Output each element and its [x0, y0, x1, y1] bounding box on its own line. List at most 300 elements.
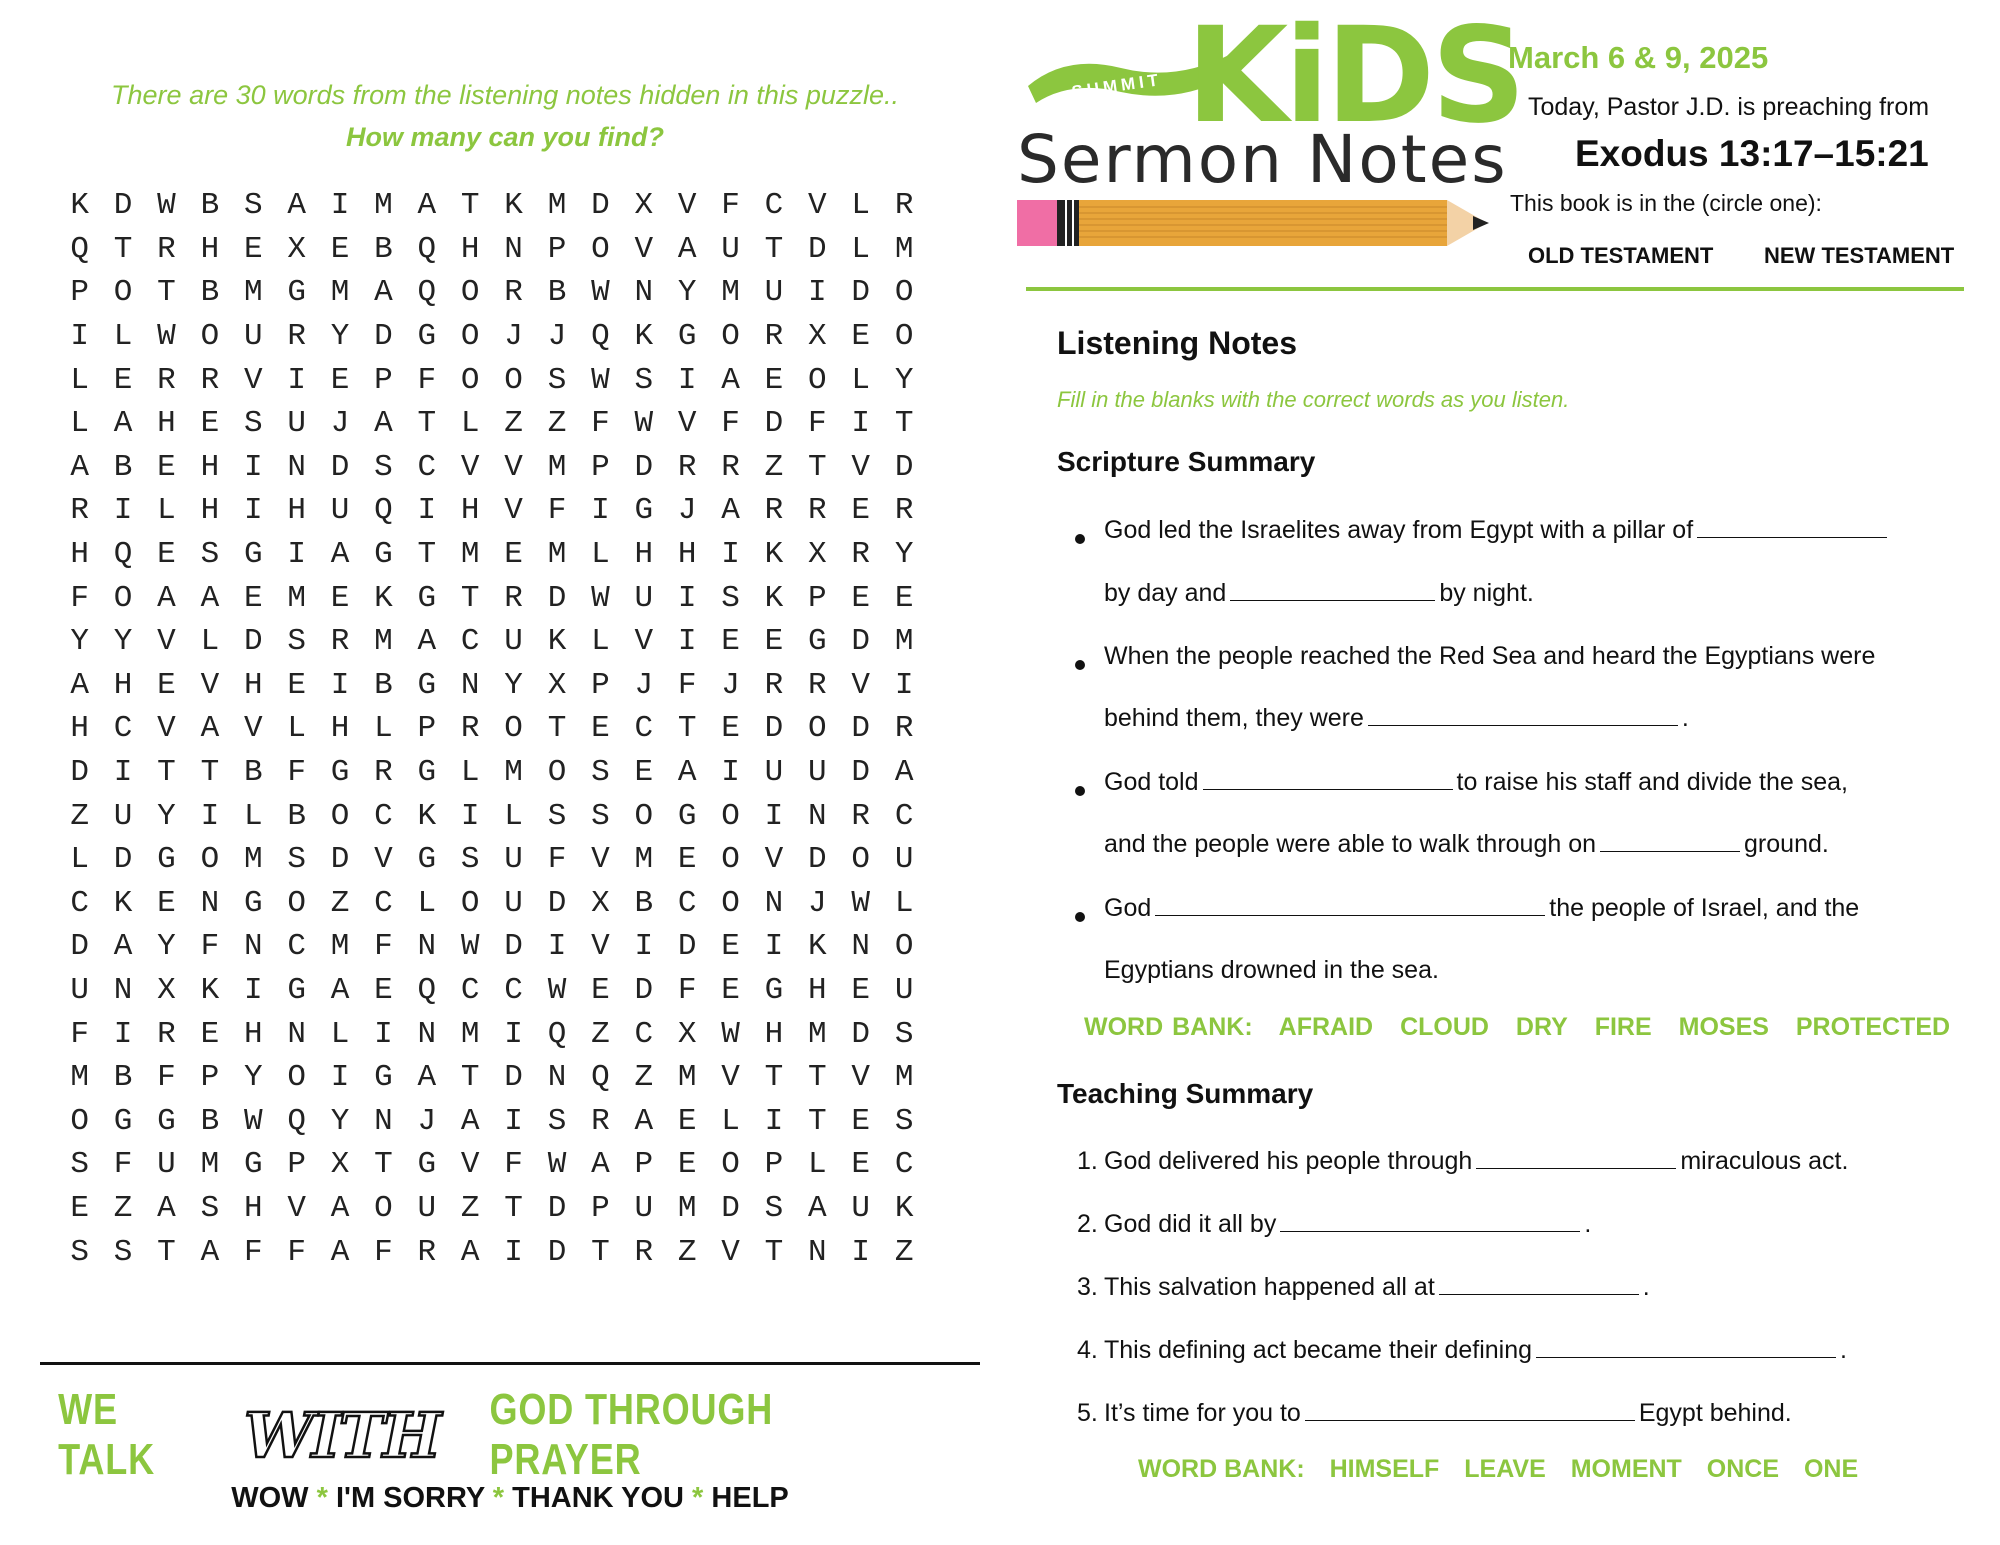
grid-letter[interactable]: G	[677, 798, 697, 834]
grid-letter[interactable]: U	[851, 1190, 871, 1226]
grid-letter[interactable]: E	[374, 972, 393, 1008]
blank-field[interactable]	[1439, 1274, 1639, 1295]
grid-letter[interactable]: N	[200, 885, 220, 921]
grid-letter[interactable]: A	[721, 362, 740, 398]
grid-letter[interactable]: M	[460, 1016, 480, 1052]
grid-letter[interactable]: D	[70, 929, 89, 965]
grid-letter[interactable]: R	[851, 537, 871, 573]
grid-letter[interactable]: I	[721, 755, 740, 791]
grid-letter[interactable]: Y	[70, 624, 89, 660]
grid-letter[interactable]: S	[287, 624, 306, 660]
grid-letter[interactable]: E	[330, 231, 350, 267]
grid-letter[interactable]: H	[677, 537, 697, 573]
grid-letter[interactable]: F	[287, 755, 306, 791]
grid-letter[interactable]: N	[504, 231, 523, 267]
grid-letter[interactable]: X	[634, 188, 654, 224]
grid-letter[interactable]: I	[591, 493, 610, 529]
grid-letter[interactable]: R	[200, 362, 220, 398]
grid-letter[interactable]: B	[634, 885, 654, 921]
grid-letter[interactable]: S	[591, 798, 610, 834]
grid-letter[interactable]: D	[851, 1016, 871, 1052]
grid-letter[interactable]: R	[591, 1103, 610, 1139]
grid-letter[interactable]: M	[200, 1147, 220, 1183]
grid-letter[interactable]: U	[504, 885, 523, 921]
grid-letter[interactable]: G	[287, 972, 306, 1008]
grid-letter[interactable]: D	[851, 755, 871, 791]
grid-letter[interactable]: X	[330, 1147, 350, 1183]
grid-letter[interactable]: T	[894, 406, 914, 442]
grid-letter[interactable]: D	[851, 275, 871, 311]
grid-letter[interactable]: M	[634, 842, 654, 878]
grid-letter[interactable]: M	[287, 580, 306, 616]
grid-letter[interactable]: Q	[417, 275, 437, 311]
grid-letter[interactable]: K	[200, 972, 220, 1008]
grid-letter[interactable]: S	[243, 188, 263, 224]
grid-letter[interactable]: I	[243, 972, 263, 1008]
grid-letter[interactable]: E	[721, 972, 740, 1008]
grid-letter[interactable]: H	[634, 537, 654, 573]
grid-letter[interactable]: T	[417, 406, 437, 442]
grid-letter[interactable]: O	[504, 711, 523, 747]
grid-letter[interactable]: I	[764, 929, 784, 965]
grid-letter[interactable]: F	[374, 1234, 393, 1270]
grid-letter[interactable]: Z	[330, 885, 350, 921]
grid-letter[interactable]: L	[113, 319, 133, 355]
grid-letter[interactable]: A	[157, 580, 176, 616]
grid-letter[interactable]: T	[460, 188, 480, 224]
grid-letter[interactable]: H	[287, 493, 306, 529]
grid-letter[interactable]: E	[851, 580, 871, 616]
grid-letter[interactable]: Q	[417, 231, 437, 267]
grid-letter[interactable]: G	[287, 275, 306, 311]
grid-letter[interactable]: W	[634, 406, 654, 442]
grid-letter[interactable]: Q	[113, 537, 133, 573]
grid-letter[interactable]: D	[243, 624, 263, 660]
grid-letter[interactable]: I	[547, 929, 567, 965]
grid-letter[interactable]: P	[417, 711, 437, 747]
grid-letter[interactable]: U	[634, 580, 654, 616]
grid-letter[interactable]: F	[677, 972, 697, 1008]
grid-letter[interactable]: H	[200, 231, 220, 267]
grid-letter[interactable]: N	[113, 972, 133, 1008]
grid-letter[interactable]: L	[287, 711, 306, 747]
grid-letter[interactable]: A	[330, 1234, 350, 1270]
grid-letter[interactable]: E	[894, 580, 914, 616]
grid-letter[interactable]: O	[113, 580, 133, 616]
grid-letter[interactable]: E	[677, 1147, 697, 1183]
grid-letter[interactable]: Z	[547, 406, 567, 442]
grid-letter[interactable]: O	[808, 711, 827, 747]
grid-letter[interactable]: R	[504, 275, 523, 311]
grid-letter[interactable]: N	[287, 1016, 306, 1052]
grid-letter[interactable]: O	[460, 319, 480, 355]
grid-letter[interactable]: Y	[243, 1060, 263, 1096]
grid-letter[interactable]: Y	[677, 275, 697, 311]
grid-letter[interactable]: A	[634, 1103, 654, 1139]
grid-letter[interactable]: L	[70, 406, 89, 442]
grid-letter[interactable]: W	[157, 188, 176, 224]
grid-letter[interactable]: O	[721, 842, 740, 878]
grid-letter[interactable]: A	[287, 188, 306, 224]
grid-letter[interactable]: V	[851, 667, 871, 703]
grid-letter[interactable]: T	[157, 275, 176, 311]
grid-letter[interactable]: F	[808, 406, 827, 442]
grid-letter[interactable]: L	[721, 1103, 740, 1139]
grid-letter[interactable]: Z	[460, 1190, 480, 1226]
grid-letter[interactable]: O	[460, 275, 480, 311]
grid-letter[interactable]: B	[113, 1060, 133, 1096]
grid-letter[interactable]: B	[374, 231, 393, 267]
grid-letter[interactable]: T	[113, 231, 133, 267]
grid-letter[interactable]: A	[417, 624, 437, 660]
grid-letter[interactable]: P	[547, 231, 567, 267]
grid-letter[interactable]: H	[70, 537, 89, 573]
grid-letter[interactable]: V	[243, 711, 263, 747]
grid-letter[interactable]: Z	[70, 798, 89, 834]
grid-letter[interactable]: R	[374, 755, 393, 791]
grid-letter[interactable]: K	[634, 319, 654, 355]
grid-letter[interactable]: M	[374, 188, 393, 224]
grid-letter[interactable]: V	[460, 449, 480, 485]
grid-letter[interactable]: E	[721, 929, 740, 965]
grid-letter[interactable]: T	[157, 755, 176, 791]
grid-letter[interactable]: H	[460, 493, 480, 529]
grid-letter[interactable]: O	[460, 885, 480, 921]
grid-letter[interactable]: U	[70, 972, 89, 1008]
grid-letter[interactable]: X	[808, 537, 827, 573]
grid-letter[interactable]: K	[417, 798, 437, 834]
grid-letter[interactable]: N	[547, 1060, 567, 1096]
grid-letter[interactable]: C	[634, 1016, 654, 1052]
grid-letter[interactable]: I	[504, 1103, 523, 1139]
grid-letter[interactable]: W	[547, 972, 567, 1008]
grid-letter[interactable]: U	[808, 755, 827, 791]
grid-letter[interactable]: S	[721, 580, 740, 616]
grid-letter[interactable]: I	[374, 1016, 393, 1052]
grid-letter[interactable]: X	[591, 885, 610, 921]
grid-letter[interactable]: M	[243, 842, 263, 878]
grid-letter[interactable]: Y	[894, 537, 914, 573]
grid-letter[interactable]: E	[677, 1103, 697, 1139]
grid-letter[interactable]: G	[113, 1103, 133, 1139]
grid-letter[interactable]: I	[851, 1234, 871, 1270]
grid-letter[interactable]: N	[417, 1016, 437, 1052]
grid-letter[interactable]: F	[243, 1234, 263, 1270]
grid-letter[interactable]: T	[591, 1234, 610, 1270]
grid-letter[interactable]: I	[504, 1016, 523, 1052]
grid-letter[interactable]: W	[547, 1147, 567, 1183]
grid-letter[interactable]: E	[677, 842, 697, 878]
grid-letter[interactable]: M	[330, 929, 350, 965]
blank-field[interactable]	[1305, 1400, 1635, 1421]
grid-letter[interactable]: T	[460, 1060, 480, 1096]
grid-letter[interactable]: I	[504, 1234, 523, 1270]
grid-letter[interactable]: E	[851, 1147, 871, 1183]
grid-letter[interactable]: C	[894, 1147, 914, 1183]
grid-letter[interactable]: U	[721, 231, 740, 267]
grid-letter[interactable]: R	[764, 319, 784, 355]
grid-letter[interactable]: T	[374, 1147, 393, 1183]
grid-letter[interactable]: O	[200, 842, 220, 878]
grid-letter[interactable]: O	[287, 885, 306, 921]
grid-letter[interactable]: N	[287, 449, 306, 485]
grid-letter[interactable]: O	[287, 1060, 306, 1096]
grid-letter[interactable]: L	[330, 1016, 350, 1052]
grid-letter[interactable]: M	[504, 755, 523, 791]
grid-letter[interactable]: A	[330, 1190, 350, 1226]
grid-letter[interactable]: R	[764, 493, 784, 529]
grid-letter[interactable]: A	[894, 755, 914, 791]
grid-letter[interactable]: D	[330, 449, 350, 485]
grid-letter[interactable]: G	[634, 493, 654, 529]
grid-letter[interactable]: U	[764, 275, 784, 311]
grid-letter[interactable]: E	[113, 362, 133, 398]
grid-letter[interactable]: D	[547, 1234, 567, 1270]
grid-letter[interactable]: I	[634, 929, 654, 965]
grid-letter[interactable]: P	[70, 275, 89, 311]
grid-letter[interactable]: B	[547, 275, 567, 311]
grid-letter[interactable]: V	[157, 624, 176, 660]
grid-letter[interactable]: T	[764, 1234, 784, 1270]
grid-letter[interactable]: H	[330, 711, 350, 747]
grid-letter[interactable]: T	[460, 580, 480, 616]
grid-letter[interactable]: E	[764, 362, 784, 398]
grid-letter[interactable]: M	[721, 275, 740, 311]
grid-letter[interactable]: R	[417, 1234, 437, 1270]
grid-letter[interactable]: I	[677, 362, 697, 398]
blank-field[interactable]	[1368, 705, 1678, 726]
grid-letter[interactable]: G	[417, 319, 437, 355]
grid-letter[interactable]: D	[547, 885, 567, 921]
grid-letter[interactable]: U	[417, 1190, 437, 1226]
grid-letter[interactable]: G	[417, 580, 437, 616]
grid-letter[interactable]: R	[504, 580, 523, 616]
grid-letter[interactable]: W	[157, 319, 176, 355]
grid-letter[interactable]: E	[157, 449, 176, 485]
grid-letter[interactable]: C	[894, 798, 914, 834]
grid-letter[interactable]: Z	[113, 1190, 133, 1226]
grid-letter[interactable]: J	[330, 406, 350, 442]
grid-letter[interactable]: G	[677, 319, 697, 355]
grid-letter[interactable]: W	[591, 580, 610, 616]
grid-letter[interactable]: A	[374, 406, 393, 442]
grid-letter[interactable]: J	[634, 667, 654, 703]
grid-letter[interactable]: S	[547, 362, 567, 398]
grid-letter[interactable]: Q	[591, 319, 610, 355]
grid-letter[interactable]: Z	[634, 1060, 654, 1096]
grid-letter[interactable]: E	[721, 624, 740, 660]
grid-letter[interactable]: M	[894, 624, 914, 660]
grid-letter[interactable]: A	[677, 755, 697, 791]
grid-letter[interactable]: M	[894, 1060, 914, 1096]
grid-letter[interactable]: M	[374, 624, 393, 660]
grid-letter[interactable]: U	[287, 406, 306, 442]
grid-letter[interactable]: L	[851, 188, 871, 224]
grid-letter[interactable]: V	[764, 842, 784, 878]
grid-letter[interactable]: R	[330, 624, 350, 660]
grid-letter[interactable]: G	[374, 1060, 393, 1096]
blank-field[interactable]	[1600, 831, 1740, 852]
grid-letter[interactable]: W	[721, 1016, 740, 1052]
grid-letter[interactable]: L	[200, 624, 220, 660]
grid-letter[interactable]: C	[417, 449, 437, 485]
grid-letter[interactable]: S	[764, 1190, 784, 1226]
grid-letter[interactable]: B	[287, 798, 306, 834]
grid-letter[interactable]: U	[330, 493, 350, 529]
grid-letter[interactable]: D	[764, 406, 784, 442]
grid-letter[interactable]: H	[243, 667, 263, 703]
grid-letter[interactable]: T	[157, 1234, 176, 1270]
grid-letter[interactable]: F	[287, 1234, 306, 1270]
grid-letter[interactable]: H	[200, 493, 220, 529]
grid-letter[interactable]: O	[721, 1147, 740, 1183]
grid-letter[interactable]: W	[851, 885, 871, 921]
grid-letter[interactable]: I	[243, 449, 263, 485]
grid-letter[interactable]: H	[460, 231, 480, 267]
grid-letter[interactable]: Q	[70, 231, 89, 267]
grid-letter[interactable]: K	[374, 580, 393, 616]
grid-letter[interactable]: R	[157, 231, 176, 267]
grid-letter[interactable]: R	[70, 493, 89, 529]
grid-letter[interactable]: P	[374, 362, 393, 398]
grid-letter[interactable]: L	[157, 493, 176, 529]
grid-letter[interactable]: G	[157, 1103, 176, 1139]
grid-letter[interactable]: E	[764, 624, 784, 660]
grid-letter[interactable]: D	[677, 929, 697, 965]
grid-letter[interactable]: A	[460, 1103, 480, 1139]
grid-letter[interactable]: G	[808, 624, 827, 660]
grid-letter[interactable]: F	[70, 580, 89, 616]
grid-letter[interactable]: H	[113, 667, 133, 703]
grid-letter[interactable]: O	[894, 929, 914, 965]
grid-letter[interactable]: O	[721, 885, 740, 921]
grid-letter[interactable]: V	[591, 929, 610, 965]
grid-letter[interactable]: Q	[417, 972, 437, 1008]
grid-letter[interactable]: J	[547, 319, 567, 355]
grid-letter[interactable]: U	[894, 972, 914, 1008]
grid-letter[interactable]: R	[157, 1016, 176, 1052]
grid-letter[interactable]: J	[504, 319, 523, 355]
grid-letter[interactable]: E	[330, 362, 350, 398]
grid-letter[interactable]: G	[417, 1147, 437, 1183]
blank-field[interactable]	[1230, 580, 1435, 601]
grid-letter[interactable]: E	[157, 885, 176, 921]
grid-letter[interactable]: D	[591, 188, 610, 224]
grid-letter[interactable]: M	[547, 537, 567, 573]
grid-letter[interactable]: C	[634, 711, 654, 747]
grid-letter[interactable]: K	[894, 1190, 914, 1226]
grid-letter[interactable]: V	[460, 1147, 480, 1183]
grid-letter[interactable]: M	[677, 1190, 697, 1226]
grid-letter[interactable]: I	[70, 319, 89, 355]
grid-letter[interactable]: B	[374, 667, 393, 703]
grid-letter[interactable]: V	[591, 842, 610, 878]
grid-letter[interactable]: X	[808, 319, 827, 355]
grid-letter[interactable]: T	[764, 1060, 784, 1096]
grid-letter[interactable]: D	[851, 624, 871, 660]
grid-letter[interactable]: R	[634, 1234, 654, 1270]
grid-letter[interactable]: G	[330, 755, 350, 791]
grid-letter[interactable]: I	[677, 580, 697, 616]
grid-letter[interactable]: T	[808, 449, 827, 485]
grid-letter[interactable]: I	[330, 667, 350, 703]
grid-letter[interactable]: C	[374, 798, 393, 834]
grid-letter[interactable]: V	[721, 1060, 740, 1096]
grid-letter[interactable]: E	[721, 711, 740, 747]
grid-letter[interactable]: V	[808, 188, 827, 224]
grid-letter[interactable]: E	[851, 1103, 871, 1139]
grid-letter[interactable]: S	[70, 1234, 89, 1270]
grid-letter[interactable]: P	[634, 1147, 654, 1183]
grid-letter[interactable]: I	[330, 1060, 350, 1096]
grid-letter[interactable]: C	[113, 711, 133, 747]
grid-letter[interactable]: B	[200, 188, 220, 224]
grid-letter[interactable]: T	[200, 755, 220, 791]
grid-letter[interactable]: Y	[330, 319, 350, 355]
grid-letter[interactable]: O	[504, 362, 523, 398]
grid-letter[interactable]: G	[374, 537, 393, 573]
grid-letter[interactable]: H	[243, 1190, 263, 1226]
grid-letter[interactable]: R	[460, 711, 480, 747]
grid-letter[interactable]: O	[721, 798, 740, 834]
grid-letter[interactable]: S	[547, 798, 567, 834]
grid-letter[interactable]: I	[721, 537, 740, 573]
grid-letter[interactable]: N	[243, 929, 263, 965]
old-testament-option[interactable]: OLD TESTAMENT	[1528, 243, 1714, 268]
grid-letter[interactable]: Z	[677, 1234, 697, 1270]
grid-letter[interactable]: A	[677, 231, 697, 267]
grid-letter[interactable]: V	[157, 711, 176, 747]
grid-letter[interactable]: N	[417, 929, 437, 965]
grid-letter[interactable]: C	[460, 624, 480, 660]
grid-letter[interactable]: F	[70, 1016, 89, 1052]
grid-letter[interactable]: N	[851, 929, 871, 965]
grid-letter[interactable]: Q	[591, 1060, 610, 1096]
grid-letter[interactable]: S	[200, 1190, 220, 1226]
grid-letter[interactable]: E	[157, 667, 176, 703]
grid-letter[interactable]: E	[157, 537, 176, 573]
grid-letter[interactable]: O	[721, 319, 740, 355]
grid-letter[interactable]: I	[460, 798, 480, 834]
grid-letter[interactable]: C	[677, 885, 697, 921]
grid-letter[interactable]: F	[113, 1147, 133, 1183]
grid-letter[interactable]: F	[591, 406, 610, 442]
grid-letter[interactable]: E	[243, 231, 263, 267]
grid-letter[interactable]: V	[374, 842, 393, 878]
grid-letter[interactable]: F	[547, 842, 567, 878]
grid-letter[interactable]: Y	[894, 362, 914, 398]
grid-letter[interactable]: V	[721, 1234, 740, 1270]
grid-letter[interactable]: I	[851, 406, 871, 442]
grid-letter[interactable]: B	[200, 1103, 220, 1139]
grid-letter[interactable]: T	[504, 1190, 523, 1226]
grid-letter[interactable]: R	[287, 319, 306, 355]
grid-letter[interactable]: D	[330, 842, 350, 878]
grid-letter[interactable]: G	[157, 842, 176, 878]
grid-letter[interactable]: V	[243, 362, 263, 398]
grid-letter[interactable]: P	[200, 1060, 220, 1096]
grid-letter[interactable]: D	[764, 711, 784, 747]
grid-letter[interactable]: I	[200, 798, 220, 834]
grid-letter[interactable]: T	[547, 711, 567, 747]
blank-field[interactable]	[1203, 769, 1453, 790]
grid-letter[interactable]: C	[374, 885, 393, 921]
grid-letter[interactable]: I	[287, 537, 306, 573]
grid-letter[interactable]: U	[634, 1190, 654, 1226]
grid-letter[interactable]: V	[504, 493, 523, 529]
grid-letter[interactable]: U	[764, 755, 784, 791]
grid-letter[interactable]: I	[330, 188, 350, 224]
